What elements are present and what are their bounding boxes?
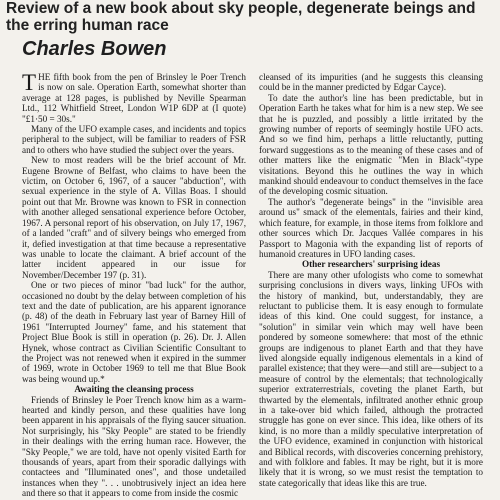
paragraph: Many of the UFO example cases, and incidents and topics peripheral to the subject, will be familiar to readers of FSR and to others who have studied the subject over the years. bbox=[22, 124, 246, 155]
paragraph: The author's "degenerate beings" in the "invisible area around us" smack of the elementals, fairies and their kind, which feature, for example, in those items from folklore and other sources which Dr. Jacques Vallée compares in his Passport to Magonia with the expanding list of reports of humanoid creatures in UFO landing cases. bbox=[259, 196, 483, 259]
right-column bbox=[259, 72, 483, 500]
paragraph: cleansed of its impurities (and he suggests this cleansing could be in the manner predicted by Edgar Cayce). bbox=[259, 72, 483, 93]
left-column bbox=[22, 72, 246, 500]
article-title: Review of a new book about sky people, degenerate beings and the erring human race bbox=[6, 0, 476, 34]
paragraph: Friends of Brinsley le Poer Trench know him as a warm-hearted and kindly person, and these qualities have long been apparent in his appraisals of the flying saucer situation. Not surprisingly, his "Sky People" are stated to be friendly in their dealings with the erring human race. However, the "Sky People," we are told, have not openly visited Earth for thousands of years, apart from their sporadic dallyings with contactees and "Illuminated ones", and those undetailed instances when they ". . . unobtrusively inject an idea here and there so that it appears to come from inside the cosmic bbox=[22, 394, 246, 499]
section-subheading: Other researchers' surprising ideas bbox=[301, 259, 441, 270]
paragraph: To date the author's line has been predictable, but in Operation Earth he takes what for him is a new step. We see that he is puzzled, and possibly a little irritated by the growing number of reports of seemingly hostile UFO acts. And so we find him, perhaps a little reluctantly, putting forward suggestions as to the meaning of these cases and of other matters like the enigmatic "Men in Black"-type visitations. Beyond this he outlines the way in which mankind should endeavour to conduct themselves in the face of the developing cosmic situation. bbox=[259, 92, 483, 197]
drop-cap: T bbox=[22, 72, 37, 95]
article-author: Charles Bowen bbox=[22, 38, 167, 60]
paragraph: There are many other ufologists who come to somewhat surprising conclusions in divers ways, linking UFOs with the history of mankind, but, understandably, they are reluctant to publicise them. It is easy enough to formulate ideas of this kind. One could suggest, for instance, a "solution" in similar vein which may well have been pondered by someone somewhere: that most of the ethnic groups are indigenous to planet Earth and that they have lived alongside equally indigenous elementals in a kind of parallel existence; that they were—and still are—subject to a measure of control by the elementals; that technologically superior extraterrestrials, coveting the planet Earth, but thwarted by the elementals, infiltrated another ethnic group in a take-over bid which failed, although the protracted struggle has gone on ever since. This idea, like others of its kind, is no more than a mildly speculative interpretation of the UFO evidence, examined in conjunction with historical and Biblical records, with discoveries concerning prehistory, and with folklore and fables. It may be right, but it is more likely that it is wrong, so we must resist the temptation to state categorically that ideas like this are true. bbox=[259, 269, 483, 488]
paragraph: One or two pieces of minor "bad luck" for the author, occasioned no doubt by the delay between completion of his text and the date of publication, are his apparent ignorance (p. 48) of the death in February last year of Barney Hill of 1961 "Interrupted Journey" fame, and his statement that Project Blue Book is still in operation (p. 26). Dr. J. Allen Hynek, whose contract as Civilian Scientific Consultant to the Project was not renewed when it expired in the summer of 1969, wrote in October 1969 to tell me that Blue Book was being wound up.* bbox=[22, 280, 246, 384]
paragraph-text: HE fifth book from the pen of Brinsley le Poer Trench is now on sale. Operation Earth, somewhat shorter than average at 128 pages, is published by Neville Spearman Ltd., 112 Whitfield Street, London W1P 6DP at (I quote) "£1·50 = 30s." bbox=[22, 72, 246, 124]
paragraph: New to most readers will be the brief account of Mr. Eugene Browne of Belfast, who claims to have been the victim, on October 6, 1967, of a saucer "abduction", with sexual experience in the style of A. Villas Boas. I should point out that Mr. Browne was known to FSR in connection with another alleged sensational experience before October, 1967. A personal report of his observation, on July 17, 1967, of a landed "craft" and of silvery beings who emerged from it, defied investigation at that time because a representative was unable to locate the claimant. A brief account of the latter incident appeared in our issue for November/December 197 (p. 31). bbox=[22, 155, 246, 280]
paragraph bbox=[22, 72, 246, 124]
section-subheading: Awaiting the cleansing process bbox=[74, 384, 194, 395]
